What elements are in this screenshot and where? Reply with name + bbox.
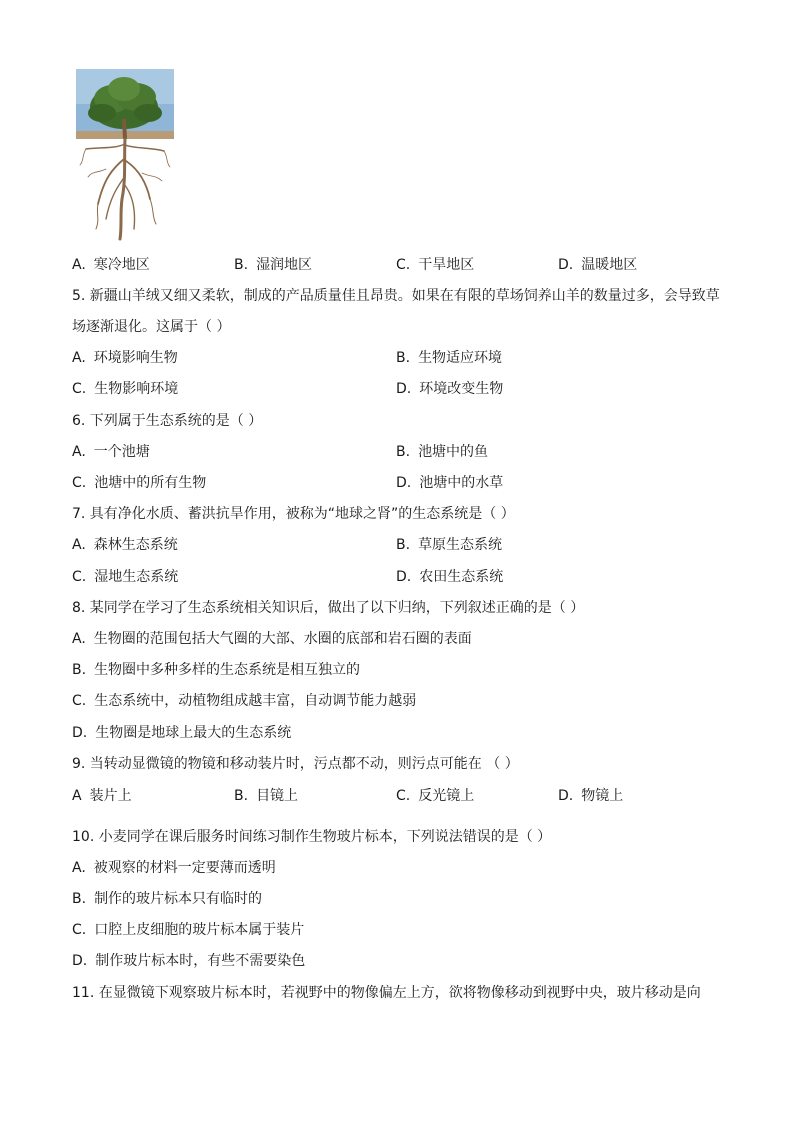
q8-stem: 8. 某同学在学习了生态系统相关知识后，做出了以下归纳，下列叙述正确的是（ ）: [72, 600, 585, 616]
option-text: 草原生态系统: [418, 537, 503, 553]
q9-stem: 9. 当转动显微镜的物镜和移动装片时，污点都不动，则污点可能在 （ ）: [72, 756, 519, 772]
option-text: 目镜上: [256, 788, 299, 804]
option-text: 被观察的材料一定要薄而透明: [93, 860, 276, 876]
option-label: C.: [396, 257, 411, 273]
option-text: 湿润地区: [256, 257, 313, 273]
q7-option-a[interactable]: [72, 536, 178, 554]
q4-option-d[interactable]: [558, 256, 637, 274]
q6-option-c[interactable]: [72, 474, 206, 492]
q10-option-c[interactable]: [72, 921, 304, 939]
q5-option-b[interactable]: [396, 349, 502, 367]
q10-option-b[interactable]: [72, 890, 262, 908]
option-text: 制作玻片标本时，有些不需要染色: [95, 953, 306, 969]
option-text: 生物影响环境: [94, 381, 179, 397]
q8-option-a[interactable]: [72, 630, 472, 648]
q9-option-c[interactable]: [396, 787, 474, 805]
q10-stem: 10. 小麦同学在课后服务时间练习制作生物玻片标本，下列说法错误的是（ ）: [72, 829, 552, 845]
option-text: 寒冷地区: [93, 257, 150, 273]
option-text: 生物适应环境: [418, 350, 503, 366]
q11-stem: 11. 在显微镜下观察玻片标本时，若视野中的物像偏左上方，欲将物像移动到视野中央，玻片移动是向: [72, 985, 701, 1001]
option-label: D.: [558, 788, 574, 804]
option-text: 生物圈的范围包括大气圈的大部、水圈的底部和岩石圈的表面: [93, 631, 472, 647]
option-label: B.: [396, 350, 411, 366]
q8-option-b[interactable]: [72, 661, 360, 679]
option-label: A: [72, 788, 82, 804]
option-label: B.: [396, 537, 411, 553]
option-text: 制作的玻片标本只有临时的: [94, 891, 263, 907]
option-text: 农田生态系统: [419, 569, 504, 585]
option-label: A.: [72, 257, 86, 273]
option-text: 生物圈中多种多样的生态系统是相互独立的: [94, 662, 361, 678]
option-label: D.: [558, 257, 574, 273]
option-text: 干旱地区: [418, 257, 475, 273]
option-text: 森林生态系统: [93, 537, 178, 553]
option-text: 物镜上: [581, 788, 624, 804]
q5-stem-line1: 5. 新疆山羊绒又细又柔软，制成的产品质量佳且昂贵。如果在有限的草场饲养山羊的数量过多，会导致草: [72, 288, 720, 304]
option-label: A.: [72, 860, 86, 876]
option-label: C.: [396, 788, 411, 804]
option-label: C.: [72, 693, 87, 709]
q6-option-a[interactable]: [72, 443, 150, 461]
option-label: A.: [72, 631, 86, 647]
option-label: B.: [72, 662, 87, 678]
q10-option-d[interactable]: [72, 952, 305, 970]
q6-option-b[interactable]: [396, 443, 488, 461]
option-text: 温暖地区: [581, 257, 638, 273]
option-text: 池塘中的所有生物: [94, 475, 207, 491]
option-label: C.: [72, 569, 87, 585]
option-text: 池塘中的水草: [419, 475, 504, 491]
q9-option-a[interactable]: [72, 787, 132, 805]
q4-option-b[interactable]: [234, 256, 312, 274]
option-label: C.: [72, 381, 87, 397]
q7-stem: 7. 具有净化水质、蓄洪抗旱作用，被称为“地球之肾”的生态系统是（ ）: [72, 506, 515, 522]
option-text: 反光镜上: [418, 788, 475, 804]
plant-roots-illustration: [76, 69, 174, 241]
option-text: 口腔上皮细胞的玻片标本属于装片: [94, 922, 305, 938]
q7-option-c[interactable]: [72, 568, 178, 586]
option-label: B.: [234, 788, 249, 804]
q7-option-b[interactable]: [396, 536, 502, 554]
option-label: A.: [72, 537, 86, 553]
q9-option-d[interactable]: [558, 787, 623, 805]
option-label: C.: [72, 475, 87, 491]
option-label: A.: [72, 350, 86, 366]
option-text: 生态系统中，动植物组成越丰富，自动调节能力越弱: [94, 693, 417, 709]
q6-option-d[interactable]: [396, 474, 503, 492]
option-text: 湿地生态系统: [94, 569, 179, 585]
q7-option-d[interactable]: [396, 568, 503, 586]
option-text: 装片上: [89, 788, 132, 804]
option-label: B.: [72, 891, 87, 907]
option-text: 一个池塘: [93, 444, 150, 460]
q4-option-a[interactable]: [72, 256, 150, 274]
option-label: D.: [72, 725, 88, 741]
q6-stem: 6. 下列属于生态系统的是（ ）: [72, 413, 263, 429]
q5-option-c[interactable]: [72, 380, 178, 398]
q5-option-d[interactable]: [396, 380, 503, 398]
option-text: 环境影响生物: [93, 350, 178, 366]
option-label: A.: [72, 444, 86, 460]
q5-option-a[interactable]: [72, 349, 178, 367]
option-label: B.: [234, 257, 249, 273]
option-text: 池塘中的鱼: [418, 444, 489, 460]
q8-option-d[interactable]: [72, 724, 291, 742]
option-label: D.: [396, 569, 412, 585]
q5-stem-line2: 场逐渐退化。这属于（ ）: [72, 319, 231, 335]
option-label: B.: [396, 444, 411, 460]
option-label: D.: [396, 475, 412, 491]
q4-option-c[interactable]: [396, 256, 474, 274]
option-label: D.: [72, 953, 88, 969]
q10-option-a[interactable]: [72, 859, 276, 877]
option-text: 环境改变生物: [419, 381, 504, 397]
q8-option-c[interactable]: [72, 692, 416, 710]
option-label: D.: [396, 381, 412, 397]
option-label: C.: [72, 922, 87, 938]
option-text: 生物圈是地球上最大的生态系统: [95, 725, 292, 741]
q9-option-b[interactable]: [234, 787, 298, 805]
